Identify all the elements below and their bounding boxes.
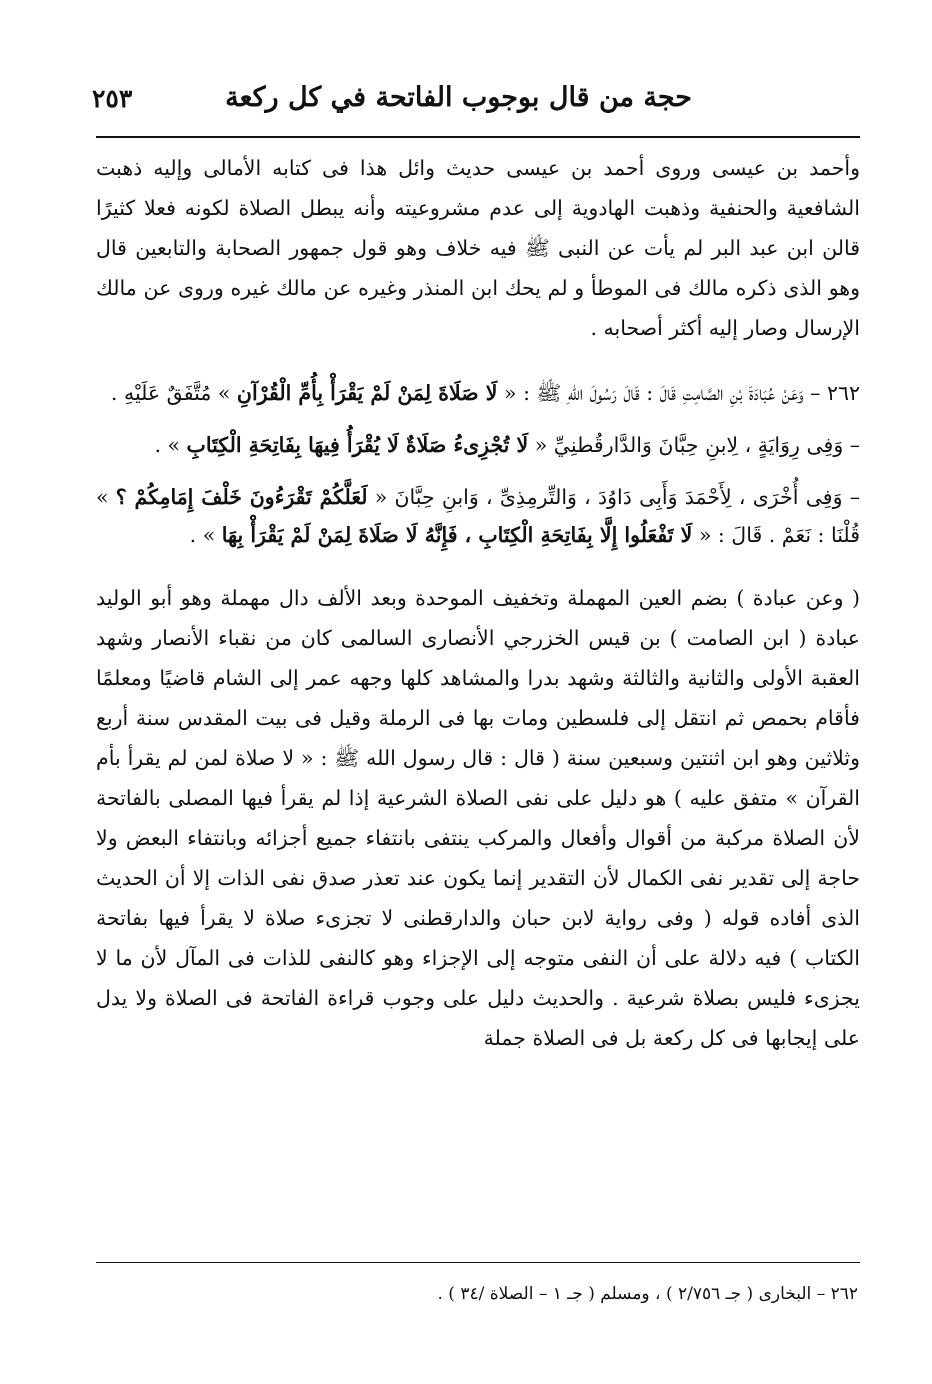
hadith-variant-2	[96, 478, 860, 554]
spacer	[96, 554, 860, 578]
header-rule	[96, 136, 860, 138]
hadith-variant-1-suffix: » .	[154, 433, 181, 457]
hadith-variant-1	[96, 426, 860, 464]
hadith-variant-2-text-1: لَعَلَّكُمْ تَقْرَءُونَ خَلْفَ إِمَامِكُمْ ؟	[115, 485, 368, 509]
hadith-variant-2-text-2: لَا تَفْعَلُوا إِلَّا بِفَاتِحَةِ الْكِتَابِ ، فَإِنَّهُ لَا صَلَاةَ لِمَنْ لَمْ يَقْرَأْ بِهَا	[221, 523, 693, 547]
hadith-variant-1-prefix: – وَفِى رِوَايَةٍ ، لِابنِ حِبَّانَ وَالدَّارقُطنِيِّ «	[534, 433, 860, 457]
intro-paragraph: وأحمد بن عيسى وروى أحمد بن عيسى حديث وائل هذا فى كتابه الأمالى وإليه ذهبت الشافعية والحنفية وذهبت الهادوية إلى عدم مشروعيته وأنه يبطل الصلاة لكونه فعلا كثيرًا قالن ابن عبد البر لم يأت عن النبى ﷺ فيه خلاف وهو قول جمهور الصحابة والتابعين قال وهو الذى ذكره مالك فى الموطأ و لم يحك ابن المنذر وغيره عن مالك غيره وروى عن مالك الإرسال وصار إليه أكثر أصحابه .	[96, 156, 860, 340]
spacer	[96, 348, 860, 374]
spacer	[96, 412, 860, 426]
running-title: حجة من قال بوجوب الفاتحة في كل ركعة	[225, 82, 692, 113]
hadith-main	[96, 374, 860, 412]
hadith-main-suffix: » مُتَّفَقٌ عَلَيْهِ .	[110, 381, 231, 405]
running-header	[92, 78, 860, 128]
page-number: ٢٥٣	[92, 84, 133, 113]
hadith-main-text: لَا صَلَاةَ لِمَنْ لَمْ يَقْرَأْ بِأُمِّ الْقُرْآنِ	[236, 381, 498, 405]
footnote-rule	[96, 1262, 860, 1263]
commentary-paragraph: ( وعن عبادة ) بضم العين المهملة وتخفيف الموحدة وبعد الألف دال مهملة وهو أبو الوليد عبادة ( ابن الصامت ) بن قيس الخزرجي الأنصارى السالمى كان من نقباء الأنصار وشهد العقبة الأولى والثانية والثالثة وشهد بدرا والمشاهد كلها وجهه عمر إلى الشام قاضيًا ومعلمًا فأقام بحمص ثم انتقل إلى فلسطين ومات بها فى الرملة وقيل فى بيت المقدس سنة أربع وثلاثين وهو ابن اثنتين وسبعين سنة ( قال : قال رسول الله ﷺ : « لا صلاة لمن لم يقرأ بأم القرآن » متفق عليه ) هو دليل على نفى الصلاة الشرعية إذا لم يقرأ فيها المصلى بالفاتحة لأن الصلاة مركبة من أقوال وأفعال والمركب ينتفى بانتفاء جميع أجزائه وبانتفاء البعض ولا حاجة إلى تقدير نفى الكمال لأن التقدير إنما يكون عند تعذر صدق نفى الذات إلا أن الحديث الذى أفاده قوله ( وفى رواية لابن حبان والدارقطنى لا تجزىء صلاة لا يقرأ فيها بفاتحة الكتاب ) فيه دلالة على أن النفى متوجه إلى الإجزاء وهو كالنفى للذات فى المآل لأن ما لا يجزىء فليس بصلاة شرعية . والحديث دليل على وجوب قراءة الفاتحة فى الصلاة ولا يدل على إيجابها فى كل ركعة بل فى الصلاة جملة	[96, 586, 860, 1050]
footnote: ٢٦٢ – البخارى ( جـ ٢/٧٥٦ ) ، ومسلم ( جـ ١ – الصلاة /٣٤ ) .	[437, 1284, 858, 1304]
hadith-variant-2-middle: » قُلْنَا : نَعَمْ . قَالَ : «	[96, 485, 860, 547]
hadith-variant-1-text: لَا تُجْزِىءُ صَلَاةٌ لَا يُقْرَأُ فِيهَا بِفَاتِحَةِ الْكِتَابِ	[186, 433, 529, 457]
hadith-variant-2-prefix: – وَفِى أُخْرَى ، لِأَحْمَدَ وَأَبِى دَاوُدَ ، وَالتِّرمِذِىِّ ، وَابنِ حِبَّانَ «	[374, 485, 860, 509]
main-text	[96, 148, 860, 1058]
hadith-variant-2-suffix: » .	[189, 523, 216, 547]
hadith-main-prefix: ٢٦٢ – وَعَنْ عُبَادَةَ بْنِ الصَّامِتِ قَالَ : قَالَ رَسُولَ اللهِ ﷺ : «	[504, 381, 860, 405]
spacer	[96, 464, 860, 478]
